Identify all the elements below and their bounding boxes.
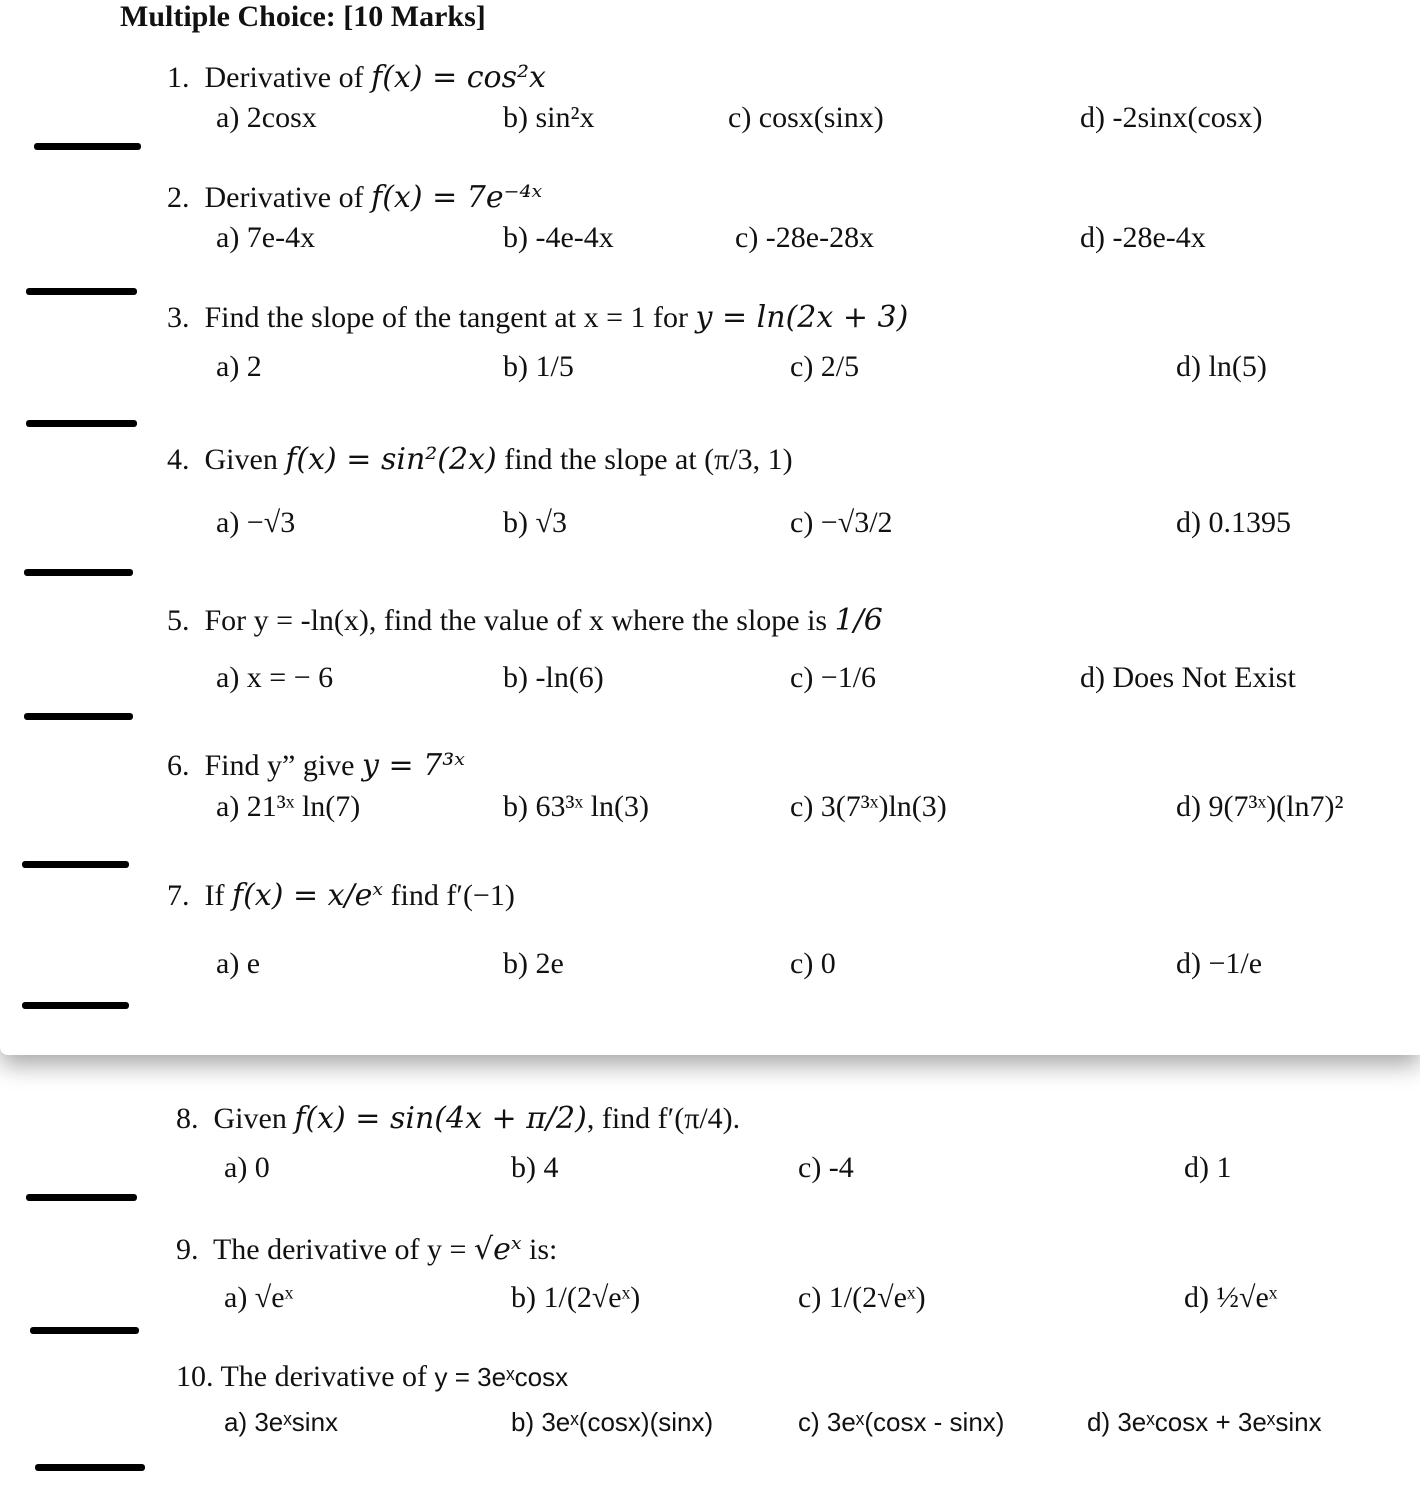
answer-blank-8[interactable] — [26, 1194, 137, 1201]
question-math: f(x) = sin(4x + π/2) — [294, 1101, 587, 1136]
q2-option-d[interactable]: d) -28e-4x — [1080, 221, 1206, 254]
question-text: Given — [204, 443, 278, 476]
question-number: 2. — [167, 181, 190, 214]
question-math: f(x) = x/eˣ — [231, 878, 384, 913]
q9-option-a[interactable]: a) √eˣ — [224, 1281, 294, 1314]
option-text: d) 3eˣcosx + 3eˣsinx — [1087, 1407, 1322, 1437]
question-text: Derivative of — [204, 181, 364, 214]
question-math: f(x) = cos²x — [371, 60, 546, 95]
question-1 — [167, 60, 546, 95]
question-text: Find the slope of the tangent at x = 1 for — [204, 301, 688, 334]
q7-option-d[interactable]: d) −1/e — [1176, 947, 1263, 980]
q1-option-a[interactable]: a) 2cosx — [216, 101, 317, 134]
answer-blank-2[interactable] — [26, 288, 137, 295]
q10-option-c[interactable] — [798, 1405, 1004, 1439]
q3-option-c[interactable]: c) 2/5 — [790, 350, 860, 383]
question-text-suffix: find f′(−1) — [390, 879, 515, 912]
q8-option-b[interactable]: b) 4 — [511, 1151, 559, 1184]
question-5 — [167, 603, 883, 638]
question-number: 6. — [167, 749, 190, 782]
question-7 — [167, 878, 515, 913]
q10-option-b[interactable] — [511, 1405, 713, 1439]
answer-blank-3[interactable] — [26, 420, 137, 427]
q2-option-a[interactable]: a) 7e-4x — [216, 221, 316, 254]
question-3 — [167, 300, 908, 335]
q2-option-c[interactable]: c) -28e-28x — [735, 221, 875, 254]
question-text-suffix: , find f′(π/4). — [586, 1102, 741, 1135]
q6-option-b[interactable]: b) 63³ˣ ln(3) — [503, 790, 649, 823]
answer-blank-5[interactable] — [24, 713, 133, 720]
q10-option-d[interactable] — [1087, 1405, 1322, 1439]
question-4 — [167, 442, 793, 477]
question-number: 7. — [167, 879, 190, 912]
answer-blank-10[interactable] — [35, 1464, 145, 1471]
q6-option-c[interactable]: c) 3(7³ˣ)ln(3) — [790, 790, 947, 823]
q3-option-a[interactable]: a) 2 — [216, 350, 262, 383]
q8-option-c[interactable]: c) -4 — [798, 1151, 854, 1184]
q1-option-d[interactable]: d) -2sinx(cosx) — [1080, 101, 1263, 134]
q6-option-d[interactable]: d) 9(7³ˣ)(ln7)² — [1176, 790, 1344, 823]
question-number: 1. — [167, 61, 190, 94]
q3-option-d[interactable]: d) ln(5) — [1176, 350, 1267, 383]
q9-option-b[interactable]: b) 1/(2√eˣ) — [511, 1281, 641, 1314]
question-number: 8. — [176, 1102, 199, 1135]
q5-option-c[interactable]: c) −1/6 — [790, 661, 877, 694]
question-text: The derivative of y = — [212, 1233, 467, 1266]
answer-blank-7[interactable] — [22, 1002, 129, 1009]
q7-option-c[interactable]: c) 0 — [790, 947, 836, 980]
q4-option-c[interactable]: c) −√3/2 — [790, 506, 893, 539]
q3-option-b[interactable]: b) 1/5 — [503, 350, 574, 383]
question-number: 5. — [167, 604, 190, 637]
question-9 — [176, 1232, 557, 1267]
question-math: 1/6 — [834, 603, 883, 638]
question-number: 4. — [167, 443, 190, 476]
q7-option-b[interactable]: b) 2e — [503, 947, 564, 980]
answer-blank-6[interactable] — [22, 861, 129, 868]
q4-option-a[interactable]: a) −√3 — [216, 506, 296, 539]
question-number: 10. — [176, 1360, 214, 1393]
question-text: Find y” give — [204, 749, 355, 782]
question-math: f(x) = 7e⁻⁴ˣ — [371, 180, 543, 215]
q1-option-b[interactable]: b) sin²x — [503, 101, 595, 134]
question-number: 3. — [167, 301, 190, 334]
answer-blank-1[interactable] — [34, 143, 141, 150]
option-text: a) 3eˣsinx — [224, 1407, 339, 1437]
question-text: Derivative of — [204, 61, 364, 94]
option-text: c) 3eˣ(cosx - sinx) — [798, 1407, 1005, 1437]
question-math: y = ln(2x + 3) — [695, 300, 909, 335]
q4-option-b[interactable]: b) √3 — [503, 506, 567, 539]
question-math: f(x) = sin²(2x) — [285, 442, 497, 477]
question-text: If — [204, 879, 225, 912]
question-text-suffix: is: — [529, 1233, 558, 1266]
q10-option-a[interactable] — [224, 1405, 338, 1439]
q5-option-d[interactable]: d) Does Not Exist — [1080, 661, 1296, 694]
answer-blank-4[interactable] — [24, 569, 133, 576]
question-math: y = 7³ˣ — [362, 748, 465, 783]
question-text: The derivative of — [220, 1360, 428, 1393]
question-math: √eˣ — [473, 1232, 522, 1267]
question-number: 9. — [176, 1233, 199, 1266]
q2-option-b[interactable]: b) -4e-4x — [503, 221, 614, 254]
q8-option-a[interactable]: a) 0 — [224, 1151, 270, 1184]
q5-option-a[interactable]: a) x = − 6 — [216, 661, 334, 694]
question-2 — [167, 180, 542, 215]
q8-option-d[interactable]: d) 1 — [1184, 1151, 1232, 1184]
q1-option-c[interactable]: c) cosx(sinx) — [728, 101, 884, 134]
question-text: Given — [213, 1102, 287, 1135]
worksheet-page-bottom — [0, 1055, 1420, 1506]
q9-option-d[interactable]: d) ½√eˣ — [1184, 1281, 1278, 1314]
question-8 — [176, 1101, 740, 1136]
q7-option-a[interactable]: a) e — [216, 947, 261, 980]
question-text-suffix: find the slope at (π/3, 1) — [504, 443, 793, 476]
section-title: Multiple Choice: [10 Marks] — [120, 0, 486, 33]
q6-option-a[interactable]: a) 21³ˣ ln(7) — [216, 790, 361, 823]
question-math: y = 3eˣcosx — [434, 1362, 569, 1392]
q5-option-b[interactable]: b) -ln(6) — [503, 661, 604, 694]
answer-blank-9[interactable] — [30, 1327, 139, 1334]
option-text: b) 3eˣ(cosx)(sinx) — [511, 1407, 714, 1437]
q4-option-d[interactable]: d) 0.1395 — [1176, 506, 1291, 539]
question-text: For y = -ln(x), find the value of x where the slope is — [204, 604, 828, 637]
question-10 — [176, 1360, 568, 1394]
q9-option-c[interactable]: c) 1/(2√eˣ) — [798, 1281, 926, 1314]
question-6 — [167, 748, 465, 783]
